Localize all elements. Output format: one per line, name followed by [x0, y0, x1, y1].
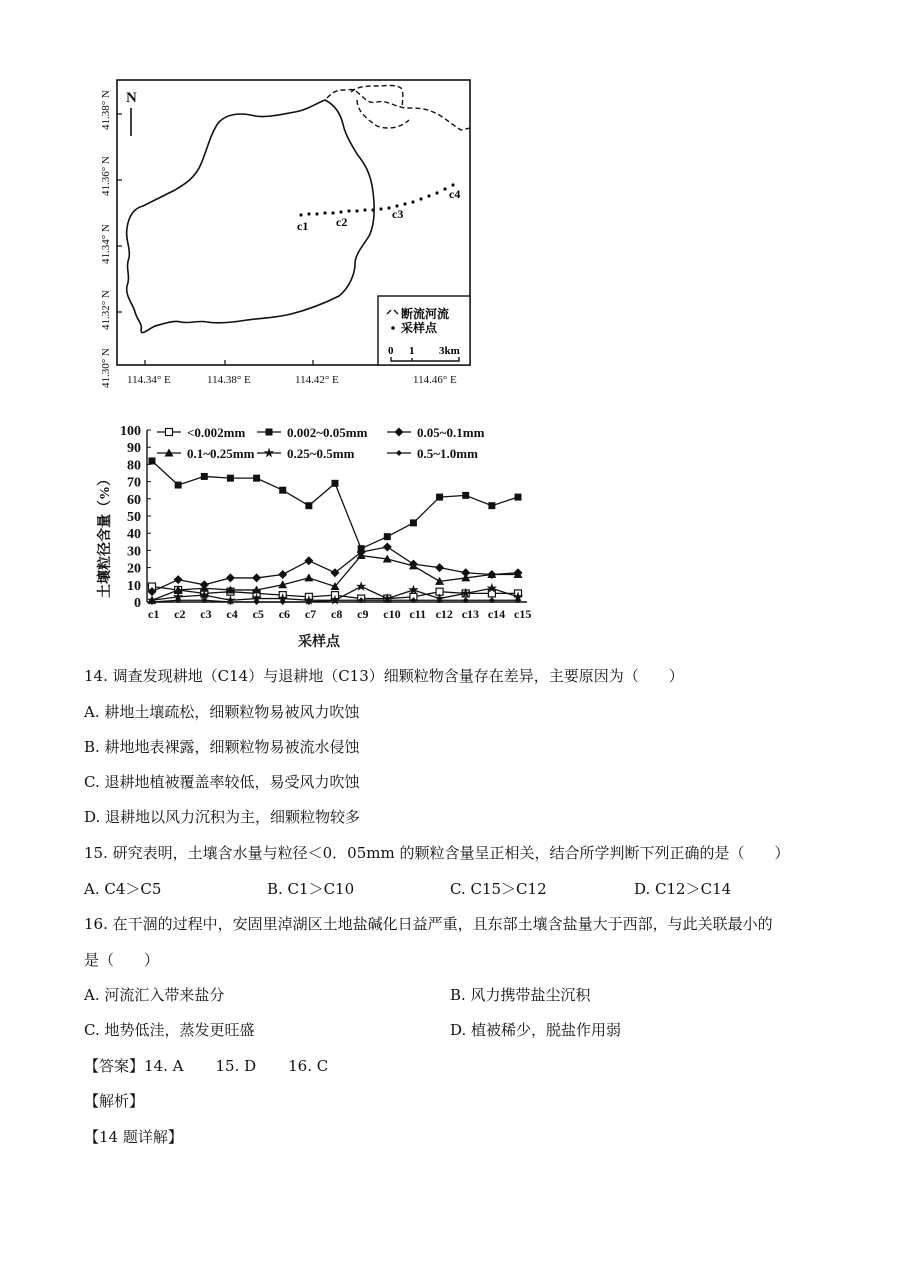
y-tick-label: 30 [127, 544, 141, 560]
y-tick-label: 40 [127, 527, 141, 543]
data-point [278, 570, 287, 579]
q16-option-c: C. 地势低洼，蒸发更旺盛 [84, 1021, 255, 1039]
latitude-axis [100, 90, 112, 388]
y-tick-label: 10 [127, 578, 141, 594]
data-point [253, 475, 260, 482]
y-tick-label: 60 [127, 492, 141, 508]
map-legend [378, 296, 470, 365]
y-tick-label: 50 [127, 510, 141, 525]
legend-river-label: 断流河流 [401, 307, 450, 321]
data-point [384, 533, 391, 540]
x-tick-label: c8 [331, 607, 343, 621]
q14-stem: 14. 调查发现耕地（C14）与退耕地（C13）细颗粒物含量存在差异，主要原因为（ ） [84, 667, 684, 685]
legend-marker [166, 429, 173, 436]
answer-15: 15. D [215, 1057, 257, 1075]
lon-tick: 114.38° E [207, 374, 251, 386]
legend-marker [266, 429, 273, 436]
y-tick-label: 80 [127, 458, 141, 474]
legend-label: 0.25~0.5mm [287, 446, 355, 461]
legend-marker [395, 428, 404, 437]
soil-particle-chart [95, 418, 535, 656]
q15-option-c: C. C15＞C12 [450, 880, 547, 898]
legend-entry [257, 425, 368, 440]
legend-entry [387, 446, 478, 461]
data-point [149, 457, 156, 464]
data-point [304, 573, 313, 581]
series-5 [149, 597, 521, 605]
dry-river-line [327, 90, 470, 131]
data-point [279, 487, 286, 494]
scale-three: 3km [439, 345, 460, 357]
data-point [227, 475, 234, 482]
legend-marker [396, 450, 402, 456]
data-point [410, 519, 417, 526]
legend-label: 0.1~0.25mm [187, 446, 255, 461]
data-point [252, 573, 261, 582]
longitude-axis [127, 374, 457, 386]
data-point [356, 581, 367, 591]
data-point [226, 573, 235, 582]
data-point [488, 502, 495, 509]
q16-option-b: B. 风力携带盐尘沉积 [450, 986, 591, 1004]
x-tick-label: c14 [487, 607, 506, 621]
q14-option-b: B. 耕地地表裸露，细颗粒物易被流水侵蚀 [84, 738, 360, 756]
legend-label: 0.5~1.0mm [417, 446, 478, 461]
x-tick-label: c9 [357, 607, 369, 621]
data-point [383, 542, 392, 551]
q15-option-d: D. C12＞C14 [634, 880, 732, 898]
q14-option-d: D. 退耕地以风力沉积为主，细颗粒物较多 [84, 808, 361, 826]
lat-tick: 41.30° N [100, 348, 112, 388]
lat-tick: 41.38° N [100, 90, 112, 130]
sample-points [299, 183, 454, 216]
lat-tick: 41.32° N [100, 290, 112, 330]
x-tick-label: c2 [174, 607, 186, 621]
legend-sample-label: 采样点 [401, 321, 438, 335]
scale-one: 1 [409, 345, 415, 357]
data-point [201, 473, 208, 480]
data-point [174, 575, 183, 584]
x-axis-label: 采样点 [298, 635, 340, 650]
analysis-heading: 【解析】 [84, 1092, 145, 1110]
answer-label: 【答案】 [84, 1057, 145, 1075]
data-point [515, 494, 522, 501]
lat-tick: 41.36° N [100, 156, 112, 196]
legend-entry [157, 446, 255, 461]
q15-option-b: B. C1＞C10 [267, 880, 355, 898]
q16-option-d: D. 植被稀少，脱盐作用弱 [450, 1021, 622, 1039]
legend-label: 0.002~0.05mm [287, 425, 368, 440]
lake-map-figure [95, 78, 475, 390]
q14-option-c: C. 退耕地植被覆盖率较低，易受风力吹蚀 [84, 773, 360, 791]
data-point [305, 502, 312, 509]
lat-tick: 41.34° N [100, 224, 112, 264]
lon-tick: 114.46° E [413, 374, 457, 386]
lon-tick: 114.42° E [295, 374, 339, 386]
legend-label: 0.05~0.1mm [417, 425, 485, 440]
x-tick-label: c1 [148, 607, 160, 621]
lon-tick: 114.34° E [127, 374, 171, 386]
x-tick-label: c11 [409, 607, 427, 621]
x-tick-label: c7 [304, 607, 317, 621]
sample-label-c1: c1 [297, 219, 309, 233]
data-point [175, 482, 182, 489]
q14-option-a: A. 耕地土壤疏松，细颗粒物易被风力吹蚀 [84, 703, 360, 721]
x-tick-label: c10 [383, 607, 401, 621]
north-label: N [126, 90, 137, 106]
q16-stem-line1: 16. 在干涸的过程中，安固里淖湖区土地盐碱化日益严重，且东部土壤含盐量大于西部，与此关联最小的 [84, 915, 773, 933]
scale-zero: 0 [388, 345, 394, 357]
x-tick-label: c15 [514, 607, 532, 621]
legend-entry [387, 425, 485, 440]
x-tick-label: c5 [252, 607, 264, 621]
answer-14: 14. A [144, 1057, 184, 1075]
x-tick-label: c3 [200, 607, 212, 621]
y-tick-label: 90 [127, 441, 141, 457]
q15-stem: 15. 研究表明，土壤含水量与粒径＜0．05mm 的颗粒含量呈正相关，结合所学判断下列正确的是（ ） [84, 844, 790, 862]
data-point [462, 492, 469, 499]
y-tick-label: 100 [120, 424, 141, 439]
x-tick-label: c13 [461, 607, 480, 621]
series-1 [149, 457, 522, 552]
answer-16: 16. C [288, 1057, 329, 1075]
y-tick-label: 0 [134, 596, 141, 611]
y-tick-label: 70 [127, 475, 141, 491]
answer-line [84, 1056, 328, 1076]
legend-entry [157, 425, 245, 440]
sample-label-c3: c3 [392, 207, 404, 221]
y-tick-label: 20 [127, 561, 141, 577]
data-point [304, 556, 313, 565]
y-axis-label: 土壤粒径含量（%） [98, 472, 113, 598]
data-point [332, 480, 339, 487]
sample-label-c4: c4 [449, 187, 461, 201]
sample-label-c2: c2 [336, 215, 348, 229]
q16-option-a: A. 河流汇入带来盐分 [84, 986, 225, 1004]
x-tick-label: c6 [278, 607, 291, 621]
q16-stem-line2: 是（ ） [84, 951, 160, 969]
q14-detail-heading: 【14 题详解】 [84, 1128, 183, 1146]
q15-option-a: A. C4＞C5 [84, 880, 162, 898]
legend-entry [257, 446, 355, 461]
data-point [436, 494, 443, 501]
x-tick-label: c4 [226, 607, 238, 621]
x-tick-label: c12 [435, 607, 453, 621]
data-point [435, 563, 444, 572]
legend-label: <0.002mm [187, 425, 246, 440]
